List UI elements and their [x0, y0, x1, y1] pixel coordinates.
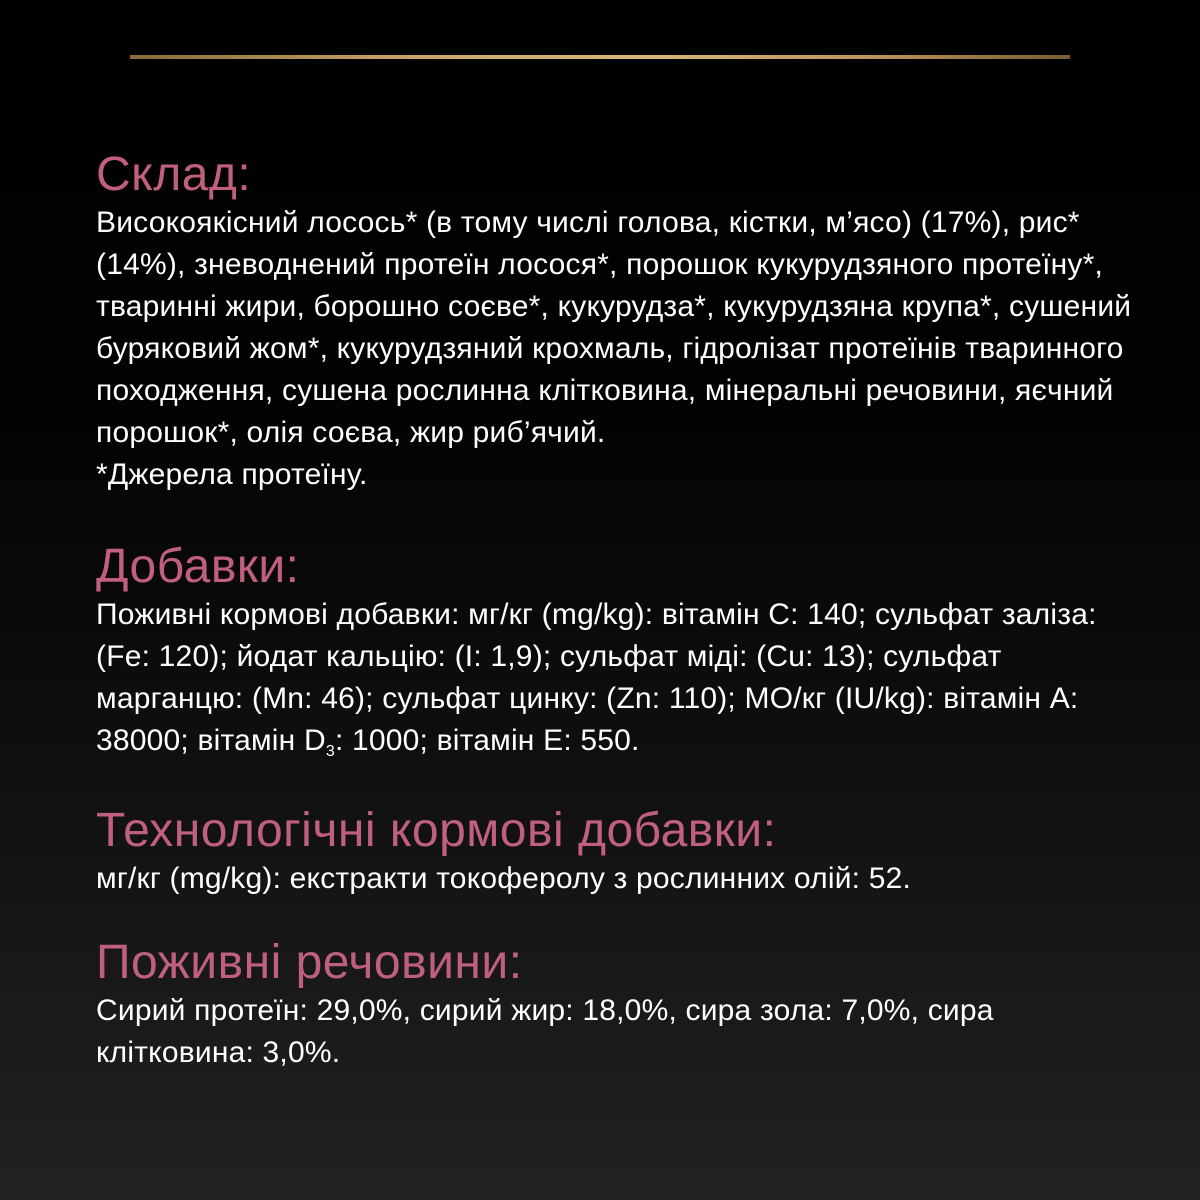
tech-additives-heading: Технологічні кормові добавки:: [96, 804, 777, 857]
tech-additives-text: мг/кг (mg/kg): екстракти токоферолу з рослинних олій: 52.: [96, 862, 912, 895]
additives-text-part2: : 1000; вітамін Е: 550.: [334, 724, 640, 757]
additives-text: [96, 594, 1156, 762]
additives-subscript: 3: [325, 743, 335, 760]
composition-footnote: *Джерела протеїну.: [96, 458, 368, 491]
label-content: [96, 148, 1156, 1074]
nutrients-text: Сирий протеїн: 29,0%, сирий жир: 18,0%, сира зола: 7,0%, сира клітковина: 3,0%.: [96, 994, 994, 1069]
nutrients-section: [96, 936, 1156, 1074]
additives-text-part1: Поживні кормові добавки: мг/кг (mg/kg): вітамін С: 140; сульфат заліза: (Fe: 120); йодат кальцію: (I: 1,9); сульфат міді: (Cu: 13); сульфат марганцю: (Mn: 46); сульфат цинку: (Zn: 110); МО/кг (IU/kg): вітамін А: 38000; вітамін D: [96, 598, 1097, 757]
gold-divider: [130, 55, 1070, 59]
composition-section: [96, 148, 1156, 496]
additives-heading: Добавки:: [96, 540, 300, 593]
nutrients-heading: Поживні речовини:: [96, 936, 523, 989]
composition-text: Високоякісний лосось* (в тому числі голова, кістки, м’ясо) (17%), рис* (14%), зневоднений протеїн лосося*, порошок кукурудзяного протеїну*, тваринні жири, борошно соєве*, кукурудза*, кукурудзяна крупа*, сушений буряковий жом*, кукурудзяний крохмаль, гідролізат протеїнів тваринного походження, сушена рослинна клітковина, мінеральні речовини, яєчний порошок*, олія соєва, жир риб’ячий.: [96, 206, 1132, 449]
additives-section: [96, 540, 1156, 762]
tech-additives-section: [96, 804, 1156, 900]
composition-heading: Склад:: [96, 148, 252, 201]
